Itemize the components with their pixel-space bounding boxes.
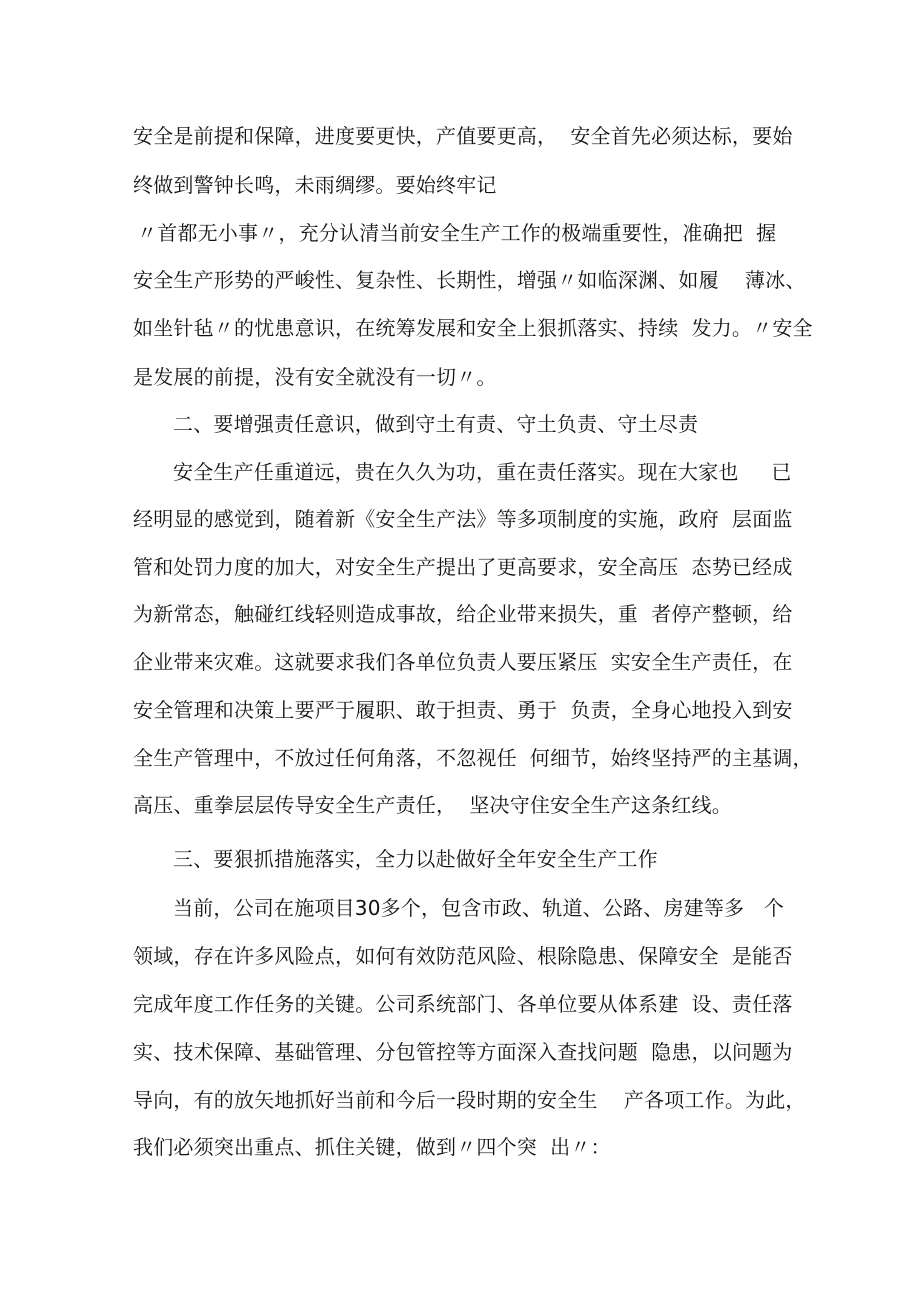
text-line-1: 安全是前提和保障，进度要更快，产值要更高， 安全首先必须达标，要始 xyxy=(133,124,793,148)
text-line-20: 实、技术保障、基础管理、分包管控等方面深入查找问题 隐患，以问题为 xyxy=(133,1040,793,1064)
text-line-3: 〃首都无小事〃，充分认清当前安全生产工作的极端重要性，准确把 握 xyxy=(137,221,777,245)
text-line-18: 领域，存在许多风险点，如何有效防范风险、根除隐患、保障安全 是能否 xyxy=(133,944,793,968)
text-line-13: 安全管理和决策上要严于履职、敢于担责、勇于 负责，全身心地投入到安 xyxy=(133,698,793,722)
text-line-19: 完成年度工作任务的关键。公司系统部门、各单位要从体系建 设、责任落 xyxy=(133,992,793,1016)
text-line-6: 是发展的前提，没有安全就没有一切〃。 xyxy=(133,365,497,389)
text-line-21: 导向，有的放矢地抓好当前和今后一段时期的安全生 产各项工作。为此， xyxy=(133,1088,806,1112)
section-heading-3: 三、要狠抓措施落实，全力以赴做好全年安全生产工作 xyxy=(173,847,658,871)
text-line-5: 如坐针毡〃的忧患意识，在统筹发展和安全上狠抓落实、持续 发力。〃安全 xyxy=(133,316,813,340)
text-line-14: 全生产管理中，不放过任何角落，不忽视任 何细节，始终坚持严的主基调， xyxy=(133,746,813,770)
text-line-8: 安全生产任重道远，贵在久久为功，重在责任落实。现在大家也 已 xyxy=(173,460,792,484)
text-line-10: 管和处罚力度的加大，对安全生产提出了更高要求，安全高压 态势已经成 xyxy=(133,555,793,579)
text-line-2: 终做到警钟长鸣，未雨绸缪。要始终牢记 xyxy=(133,173,497,197)
text-line-9: 经明显的感觉到，随着新《安全生产法》等多项制度的实施，政府 层面监 xyxy=(133,507,793,531)
text-line-17: 当前，公司在施项目30多个，包含市政、轨道、公路、房建等多 个 xyxy=(173,896,785,920)
text-line-4: 安全生产形势的严峻性、复杂性、长期性，增强〃如临深渊、如履 薄冰、 xyxy=(133,268,806,292)
section-heading-2: 二、要增强责任意识，做到守土有责、守土负责、守土尽责 xyxy=(173,412,699,436)
text-line-11: 为新常态，触碰红线轻则造成事故，给企业带来损失，重 者停产整顿，给 xyxy=(133,602,793,626)
text-line-15: 高压、重拳层层传导安全生产责任， 坚决守住安全生产这条红线。 xyxy=(133,793,732,817)
text-line-12: 企业带来灾难。这就要求我们各单位负责人要压紧压 实安全生产责任，在 xyxy=(133,650,793,674)
text-line-22: 我们必须突出重点、抓住关键，做到〃四个突 出〃： xyxy=(133,1135,611,1159)
